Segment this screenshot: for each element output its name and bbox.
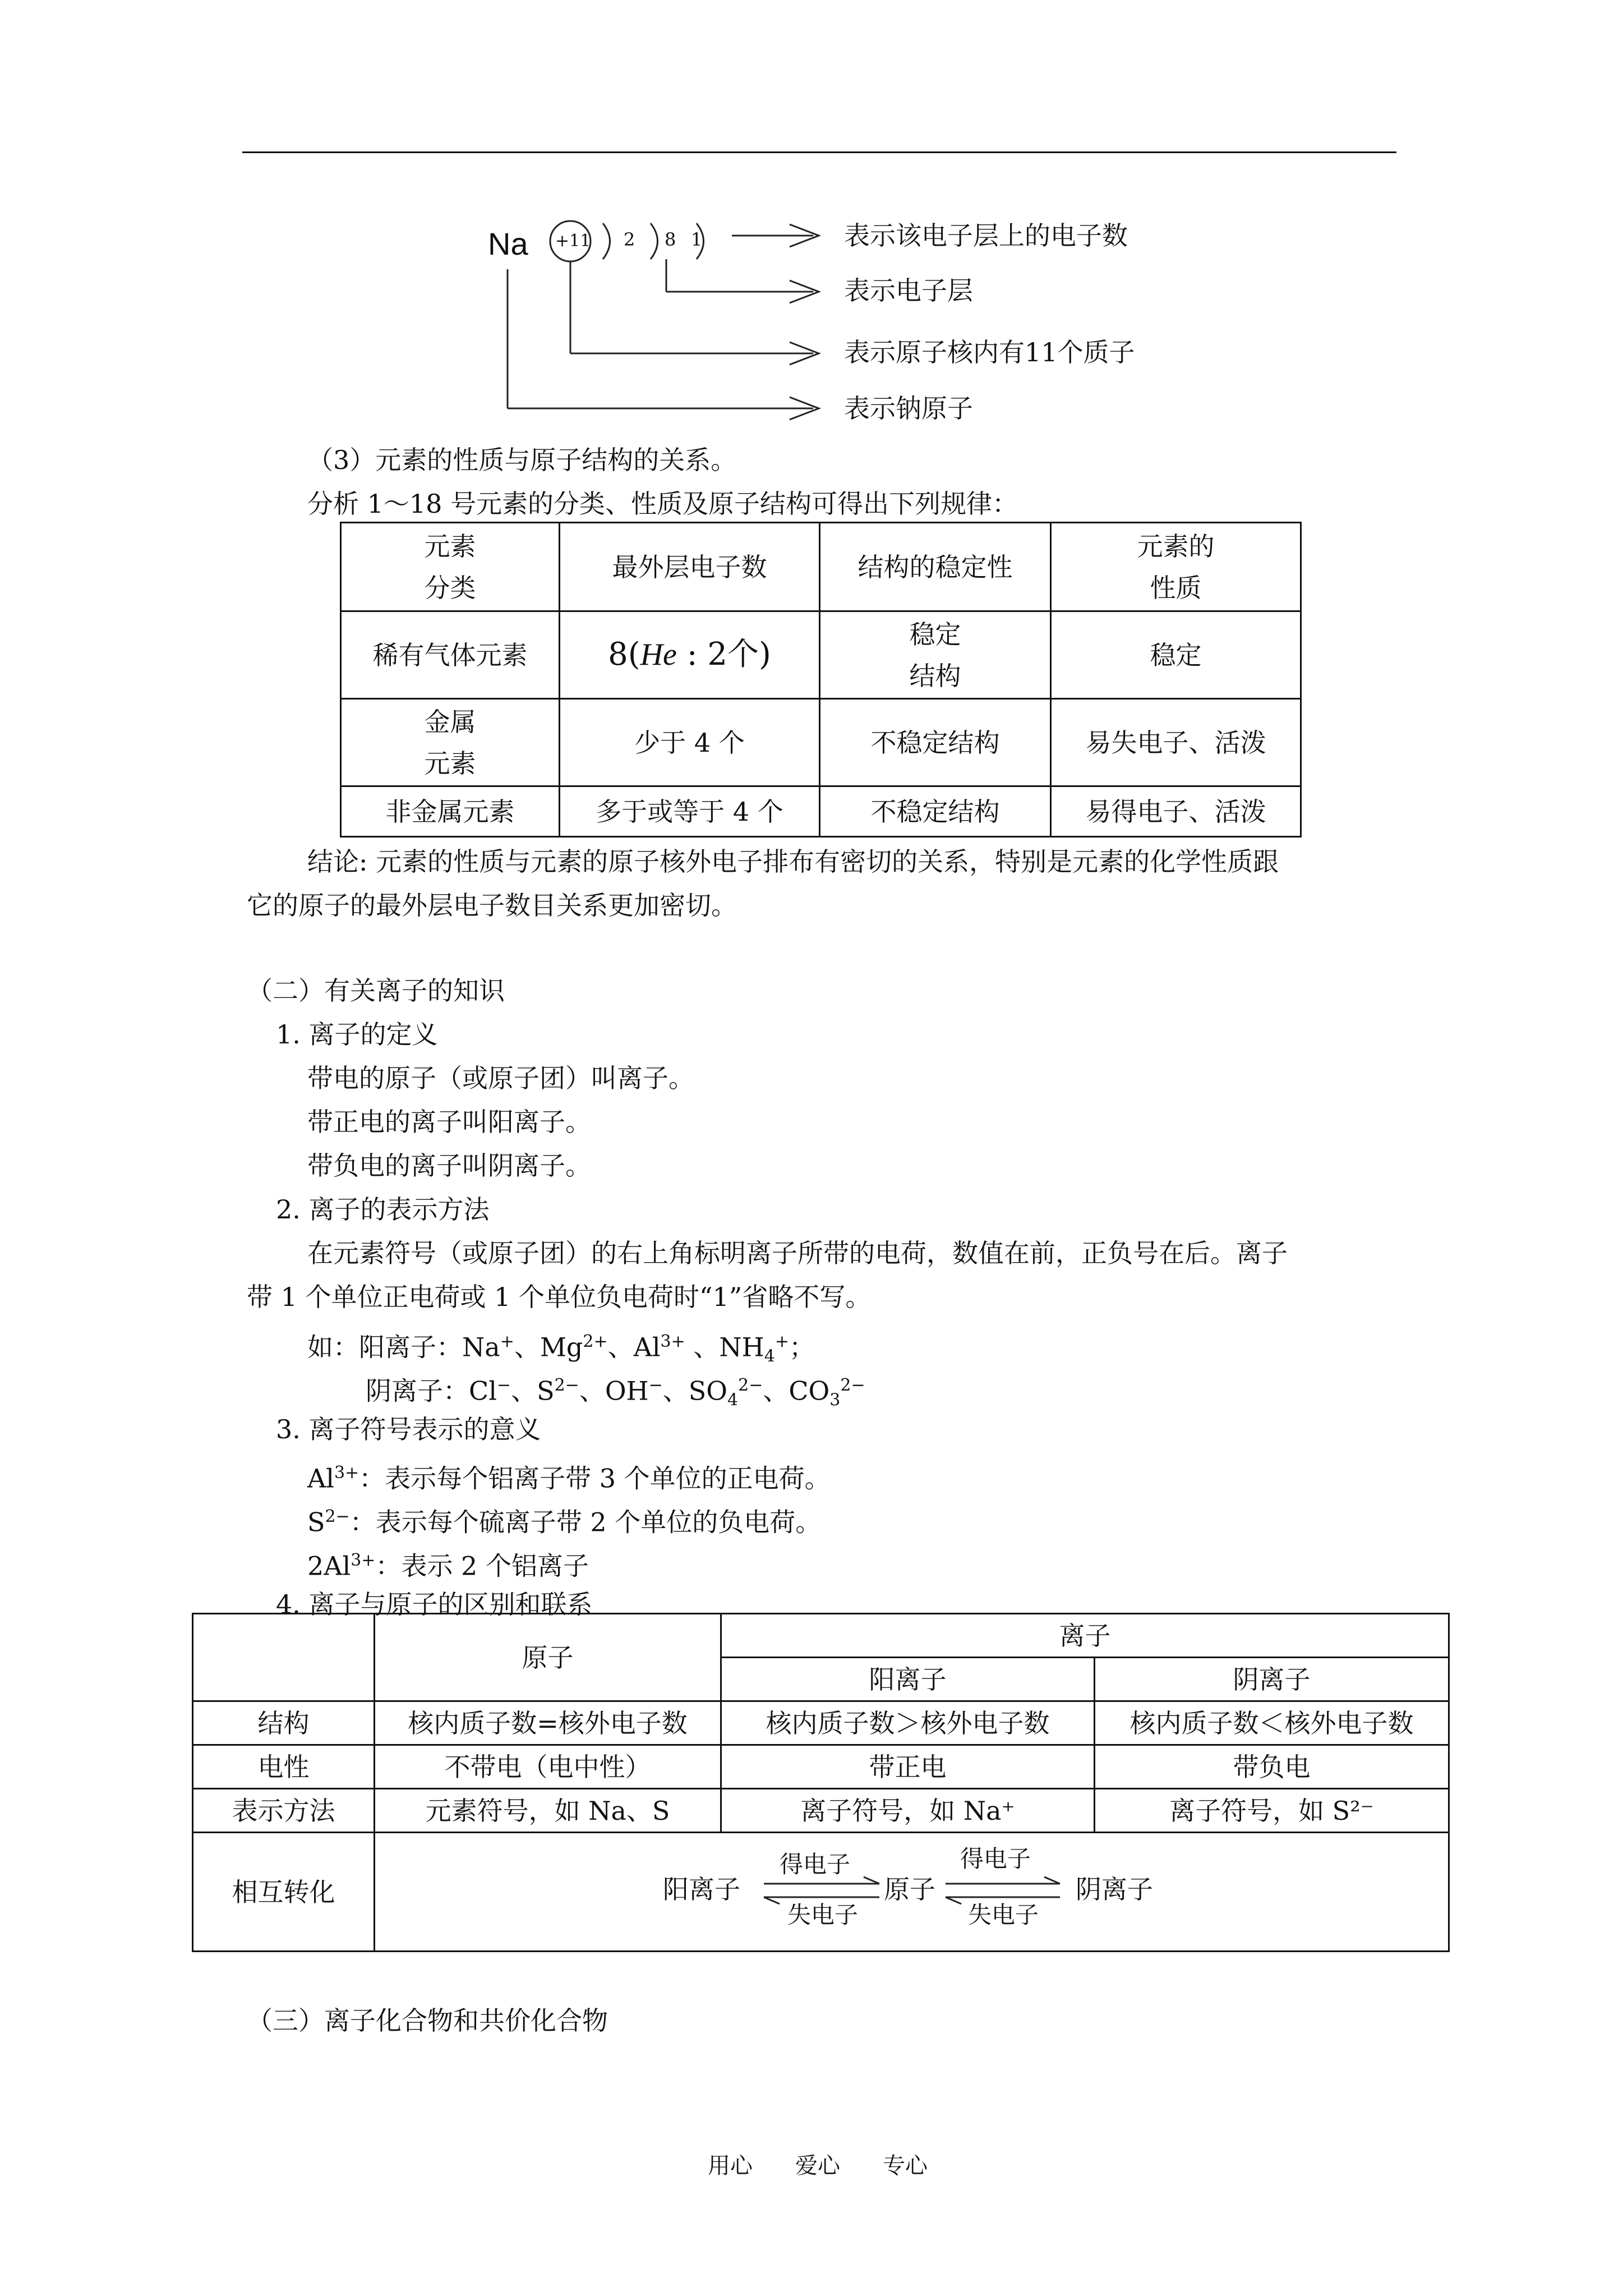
cell-nonmetal-stability: 不稳定结构 (820, 786, 1051, 837)
row-label-conversion: 相互转化 (193, 1833, 375, 1952)
table-row (193, 1745, 1449, 1789)
table-row (341, 611, 1301, 699)
table-row (193, 1789, 1449, 1833)
header-outer-electrons: 最外层电子数 (560, 523, 820, 611)
cell-metal-stability: 不稳定结构 (820, 699, 1051, 786)
conclusion-line-1: 结论: 元素的性质与元素的原子核外电子排布有密切的关系，特别是元素的化学性质跟 (307, 846, 1279, 877)
shell-count-1: 2 (624, 229, 635, 250)
header-cation: 阳离子 (721, 1658, 1095, 1701)
shell-arc-2 (651, 223, 658, 259)
footer-text-3: 专心 (883, 2153, 928, 2179)
section-2-title: （二）有关离子的知识 (247, 976, 505, 1006)
shell-count-2: 8 (665, 229, 676, 250)
shell-count-3: 1 (691, 229, 703, 250)
conversion-atom: 原子 (884, 1874, 935, 1904)
arrowhead-lose-left (764, 1897, 780, 1904)
header-property: 元素的 性质 (1051, 523, 1301, 611)
gain-label-right: 得电子 (960, 1845, 1031, 1872)
al-ion-meaning: $Al^{3+}$：表示每个铝离子带 3 个单位的正电荷。 (307, 1463, 831, 1494)
cation-examples: 如：阳离子：Na+、$Mg^{2+}$、$Al^{3+}$ 、$NH_4^+$； (307, 1332, 815, 1366)
item-1-line-2: 带正电的离子叫阳离子。 (307, 1107, 591, 1137)
cell-metal-property: 易失电子、活泼 (1051, 699, 1301, 786)
conversion-cation: 阳离子 (663, 1874, 740, 1904)
item-2-line-2: 带 1 个单位正电荷或 1 个单位负电荷时“1”省略不写。 (247, 1282, 872, 1312)
conversion-arrows (763, 1874, 1066, 1907)
cell-atom-charge: 不带电（电中性） (375, 1745, 721, 1789)
diagram-lines (0, 0, 1623, 449)
arrowhead-gain-right (1044, 1877, 1060, 1884)
arrowhead-gain-left (864, 1877, 879, 1884)
cell-cation-charge: 带正电 (721, 1745, 1095, 1789)
label-electrons-per-shell: 表示该电子层上的电子数 (844, 220, 1128, 251)
item-1-line-1: 带电的原子（或原子团）叫离子。 (307, 1063, 694, 1093)
header-stability: 结构的稳定性 (820, 523, 1051, 611)
cell-noble-outer: 8(He : 2个) (560, 611, 820, 699)
table-row (341, 699, 1301, 786)
cell-atom-structure: 核内质子数=核外电子数 (375, 1701, 721, 1745)
lose-label-left: 失电子 (787, 1901, 859, 1929)
header-ion: 离子 (721, 1614, 1449, 1658)
cell-atom-notation: 元素符号，如 Na、S (375, 1789, 721, 1833)
cell-cation-notation: 离子符号，如 Na⁺ (721, 1789, 1095, 1833)
table-header-row (193, 1614, 1449, 1658)
label-sodium-atom: 表示钠原子 (844, 393, 973, 424)
conclusion-line-2: 它的原子的最外层电子数目关系更加密切。 (247, 890, 737, 921)
table-header-row (341, 523, 1301, 611)
element-property-table (340, 522, 1302, 838)
row-label-notation: 表示方法 (193, 1789, 375, 1833)
item-1-title: 1. 离子的定义 (276, 1019, 438, 1050)
section-3-title: （3）元素的性质与原子结构的关系。 (307, 445, 737, 475)
cell-nonmetal-property: 易得电子、活泼 (1051, 786, 1301, 837)
cell-anion-notation: 离子符号，如 S²⁻ (1095, 1789, 1449, 1833)
footer-text-2: 爱心 (795, 2153, 840, 2179)
conversion-anion: 阴离子 (1076, 1874, 1153, 1904)
cell-noble-property: 稳定 (1051, 611, 1301, 699)
nucleus-charge: +11 (555, 231, 591, 251)
item-4-title: 4. 离子与原子的区别和联系 (276, 1589, 593, 1619)
s-ion-meaning: $S^{2-}$：表示每个硫离子带 2 个单位的负电荷。 (307, 1507, 822, 1538)
header-classification: 元素 分类 (341, 523, 560, 611)
cell-noble-stability: 稳定 结构 (820, 611, 1051, 699)
lose-label-right: 失电子 (968, 1901, 1039, 1929)
cell-nonmetal-outer: 多于或等于 4 个 (560, 786, 820, 837)
analysis-intro: 分析 1～18 号元素的分类、性质及原子结构可得出下列规律： (307, 489, 1018, 519)
cell-cation-structure: 核内质子数＞核外电子数 (721, 1701, 1095, 1745)
item-1-line-3: 带负电的离子叫阴离子。 (307, 1151, 591, 1181)
item-2-title: 2. 离子的表示方法 (276, 1194, 490, 1225)
footer-text-1: 用心 (708, 2153, 753, 2179)
item-2-line-1: 在元素符号（或原子团）的右上角标明离子所带的电荷，数值在前，正负号在后。离子 (307, 1238, 1288, 1268)
header-anion: 阴离子 (1095, 1658, 1449, 1701)
header-blank (193, 1614, 375, 1701)
two-al-ion-meaning: $2Al^{3+}$：表示 2 个铝离子 (307, 1550, 589, 1581)
element-symbol: Na (488, 226, 528, 261)
cell-anion-structure: 核内质子数＜核外电子数 (1095, 1701, 1449, 1745)
cell-anion-charge: 带负电 (1095, 1745, 1449, 1789)
gain-label-left: 得电子 (780, 1851, 851, 1878)
header-atom: 原子 (375, 1614, 721, 1701)
cell-metal: 金属 元素 (341, 699, 560, 786)
section-3b-title: （三）离子化合物和共价化合物 (247, 2005, 608, 2036)
label-protons: 表示原子核内有11个质子 (844, 337, 1135, 367)
arrowhead-lose-right (946, 1897, 961, 1904)
shell-arc-1 (603, 223, 610, 259)
cell-metal-outer: 少于 4 个 (560, 699, 820, 786)
label-shell: 表示电子层 (844, 275, 973, 306)
item-3-title: 3. 离子符号表示的意义 (276, 1414, 541, 1444)
cell-noble-gas: 稀有气体元素 (341, 611, 560, 699)
table-row (193, 1701, 1449, 1745)
row-label-charge: 电性 (193, 1745, 375, 1789)
cell-nonmetal: 非金属元素 (341, 786, 560, 837)
table-row (341, 786, 1301, 837)
anion-examples: 阴离子：Cl−、$S^{2-}$、OH−、$SO_4^{2-}$、$CO_3^{2-}$ (366, 1375, 865, 1410)
row-label-structure: 结构 (193, 1701, 375, 1745)
